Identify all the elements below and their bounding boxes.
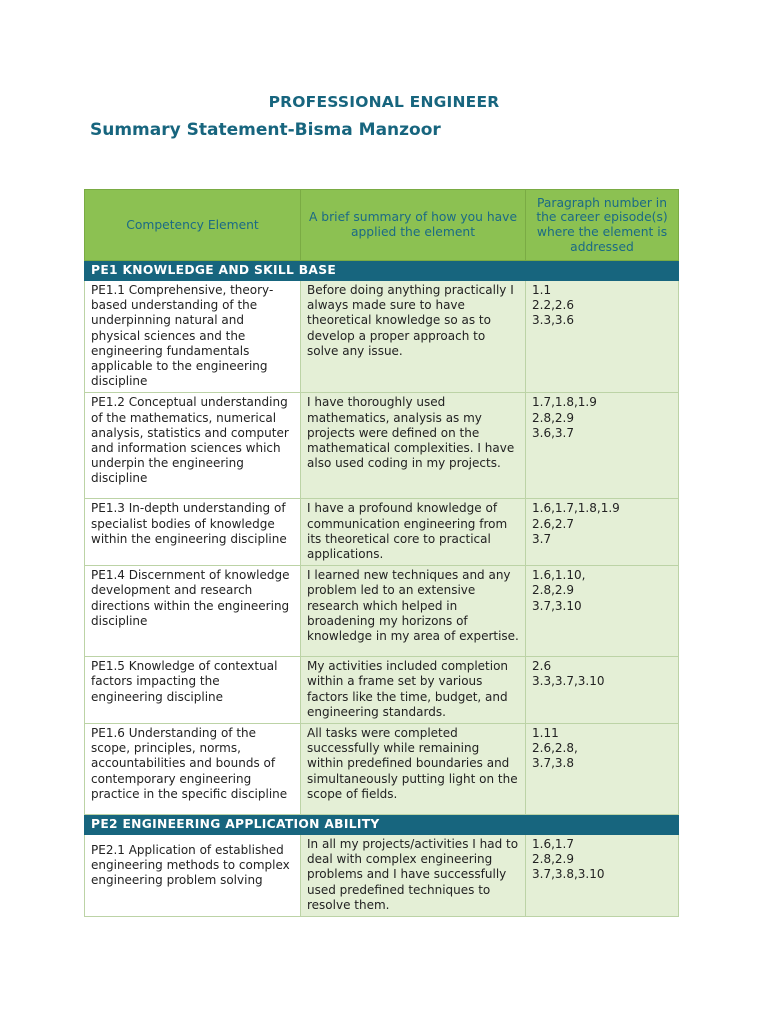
paragraph-number: 3.7 bbox=[532, 531, 552, 546]
paragraph-number: 3.3,3.6 bbox=[532, 313, 574, 328]
paragraph-number: 2.8,2.9 bbox=[532, 583, 574, 598]
header-paragraph-number: Paragraph number in the career episode(s) where the element is addressed bbox=[526, 190, 679, 261]
document-subtitle: Summary Statement-Bisma Manzoor bbox=[90, 120, 441, 140]
paragraph-numbers-cell bbox=[526, 566, 679, 657]
header-summary: A brief summary of how you have applied the element bbox=[301, 190, 526, 261]
table-row bbox=[85, 281, 679, 393]
paragraph-numbers-cell bbox=[526, 724, 679, 815]
summary-cell: I have a profound knowledge of communication engineering from its theoretical core to practical applications. bbox=[301, 499, 526, 566]
paragraph-number: 1.6,1.10, bbox=[532, 568, 586, 583]
paragraph-number: 2.6,2.8, bbox=[532, 741, 578, 756]
paragraph-number: 3.3,3.7,3.10 bbox=[532, 674, 605, 689]
table-row bbox=[85, 724, 679, 815]
paragraph-numbers-cell bbox=[526, 499, 679, 566]
section-row bbox=[85, 815, 679, 835]
summary-cell: My activities included completion within a frame set by various factors like the time, budget, and engineering standards. bbox=[301, 657, 526, 724]
paragraph-numbers-cell bbox=[526, 393, 679, 499]
table-row bbox=[85, 499, 679, 566]
competency-element-cell: PE1.1 Comprehensive, theory-based understanding of the underpinning natural and physical sciences and the engineering fundamentals applicable to the engineering discipline bbox=[85, 281, 301, 393]
table-row bbox=[85, 566, 679, 657]
paragraph-number: 1.7,1.8,1.9 bbox=[532, 395, 597, 410]
section-label: PE1 KNOWLEDGE AND SKILL BASE bbox=[85, 261, 679, 281]
paragraph-number: 3.7,3.8 bbox=[532, 756, 574, 771]
paragraph-number: 2.6,2.7 bbox=[532, 516, 574, 531]
competency-element-cell: PE1.5 Knowledge of contextual factors impacting the engineering discipline bbox=[85, 657, 301, 724]
summary-cell: All tasks were completed successfully while remaining within predefined boundaries and simultaneously putting light on the scope of fields. bbox=[301, 724, 526, 815]
competency-element-cell: PE2.1 Application of established engineering methods to complex engineering problem solving bbox=[85, 835, 301, 917]
paragraph-number: 2.8,2.9 bbox=[532, 410, 574, 425]
table-row bbox=[85, 393, 679, 499]
competency-element-cell: PE1.6 Understanding of the scope, principles, norms, accountabilities and bounds of contemporary engineering practice in the specific discipline bbox=[85, 724, 301, 815]
summary-cell: I learned new techniques and any problem led to an extensive research which helped in broadening my horizons of knowledge in my area of expertise. bbox=[301, 566, 526, 657]
header-competency-element: Competency Element bbox=[85, 190, 301, 261]
table-header-row bbox=[85, 190, 679, 261]
paragraph-number: 1.6,1.7,1.8,1.9 bbox=[532, 501, 620, 516]
competency-element-cell: PE1.3 In-depth understanding of specialist bodies of knowledge within the engineering discipline bbox=[85, 499, 301, 566]
competency-element-cell: PE1.4 Discernment of knowledge development and research directions within the engineering discipline bbox=[85, 566, 301, 657]
table-row bbox=[85, 835, 679, 917]
section-label: PE2 ENGINEERING APPLICATION ABILITY bbox=[85, 815, 679, 835]
document-title: PROFESSIONAL ENGINEER bbox=[268, 93, 500, 111]
paragraph-number: 2.6 bbox=[532, 659, 552, 674]
paragraph-number: 1.1 bbox=[532, 283, 552, 297]
paragraph-number: 1.11 bbox=[532, 726, 559, 741]
paragraph-numbers-cell bbox=[526, 657, 679, 724]
paragraph-number: 3.7,3.10 bbox=[532, 598, 582, 613]
paragraph-number: 2.2,2.6 bbox=[532, 298, 574, 313]
paragraph-number: 1.6,1.7 bbox=[532, 837, 574, 852]
summary-cell: I have thoroughly used mathematics, analysis as my projects were defined on the mathematical complexities. I have also used coding in my projects. bbox=[301, 393, 526, 499]
summary-cell: In all my projects/activities I had to deal with complex engineering problems and I have successfully used predefined techniques to resolve them. bbox=[301, 835, 526, 917]
section-row bbox=[85, 261, 679, 281]
table-row bbox=[85, 657, 679, 724]
competency-element-cell: PE1.2 Conceptual understanding of the mathematics, numerical analysis, statistics and computer and information sciences which underpin the engineering discipline bbox=[85, 393, 301, 499]
paragraph-number: 2.8,2.9 bbox=[532, 852, 574, 867]
paragraph-numbers-cell bbox=[526, 835, 679, 917]
paragraph-number: 3.7,3.8,3.10 bbox=[532, 867, 605, 882]
summary-cell: Before doing anything practically I always made sure to have theoretical knowledge so as to develop a proper approach to solve any issue. bbox=[301, 281, 526, 393]
competency-table bbox=[84, 189, 679, 917]
paragraph-numbers-cell bbox=[526, 281, 679, 393]
paragraph-number: 3.6,3.7 bbox=[532, 425, 574, 440]
